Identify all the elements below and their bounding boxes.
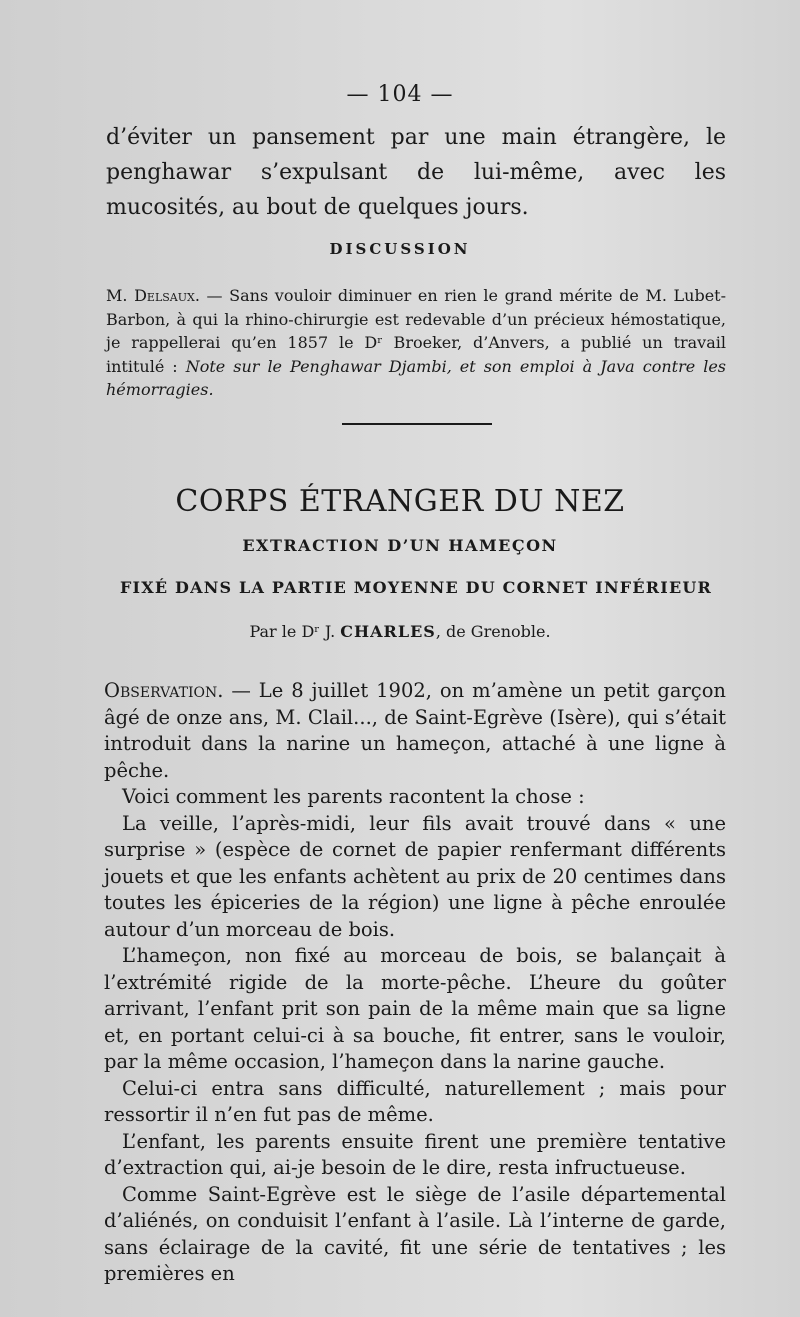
author-prefix: Par le Dʳ J.: [249, 622, 341, 641]
body-paragraph: L’hameçon, non fixé au morceau de bois, se balançait à l’extrémité rigide de la morte-pêche. L’heure du goûter arrivant, l’enfant prit son pain de la même main que sa ligne et, en portant celui-ci à sa bouche, fit entrer, sans le vouloir, par la même occasion, l’hameçon dans la narine gauche.: [104, 944, 726, 1073]
discussion-heading: DISCUSSION: [329, 240, 471, 258]
section-divider: [342, 423, 492, 425]
body-paragraph: Celui-ci entra sans difficulté, naturellement ; mais pour ressortir il n’en fut pas de même.: [104, 1076, 726, 1126]
discussion-body: — Sans vouloir diminuer en rien le grand mérite de M. Lubet-Barbon, à qui la rhino-chirurgie est redevable d’un précieux hémostatique, je rappellerai qu’en 1857 le Dʳ Broeker, d’Anvers, a publié un travail intitulé :: [106, 286, 727, 376]
article-subtitle-1: EXTRACTION D’UN HAMEÇON: [242, 536, 558, 555]
body-paragraph: L’enfant, les parents ensuite firent une première tentative d’extraction qui, ai-je besoin de le dire, resta infructueuse.: [104, 1129, 726, 1179]
discussion-text: [106, 284, 726, 402]
intro-paragraph: d’éviter un pansement par une main étrangère, le penghawar s’expulsant de lui-même, avec les mucosités, au bout de quelques jours.: [106, 125, 726, 220]
article-author: [0, 622, 800, 641]
body-paragraph: Voici comment les parents racontent la chose :: [122, 785, 585, 808]
author-name: CHARLES: [340, 622, 436, 641]
page-number: — 104 —: [346, 82, 454, 107]
discussion-speaker: M. Delsaux.: [106, 286, 200, 305]
observation-label: Observation.: [104, 679, 224, 702]
body-paragraph: Comme Saint-Egrève est le siège de l’asile départemental d’aliénés, on conduisit l’enfant à l’asile. Là l’interne de garde, sans éclairage de la cavité, fit une série de tentatives ; les premières en: [104, 1182, 726, 1285]
article-body: [104, 678, 726, 1288]
article-title: CORPS ÉTRANGER DU NEZ: [175, 484, 625, 519]
body-paragraph: La veille, l’après-midi, leur fils avait trouvé dans « une surprise » (espèce de cornet de papier renfermant différents jouets et que les enfants achètent au prix de 20 centimes dans toutes les épiceries de la région) une ligne à pêche enroulée autour d’un morceau de bois.: [104, 811, 726, 941]
body-paragraph: Observation. — Le 8 juillet 1902, on m’amène un petit garçon âgé de onze ans, M. Clail..., de Saint-Egrève (Isère), qui s’était introduit dans la narine un hameçon, attaché à une ligne à pêche.: [104, 679, 726, 782]
author-suffix: , de Grenoble.: [435, 622, 551, 641]
discussion-cited-title: Note sur le Penghawar Djambi, et son emploi à Java contre les hémorragies.: [106, 356, 726, 399]
article-subtitle-2: FIXÉ DANS LA PARTIE MOYENNE DU CORNET INFÉRIEUR: [120, 578, 712, 597]
